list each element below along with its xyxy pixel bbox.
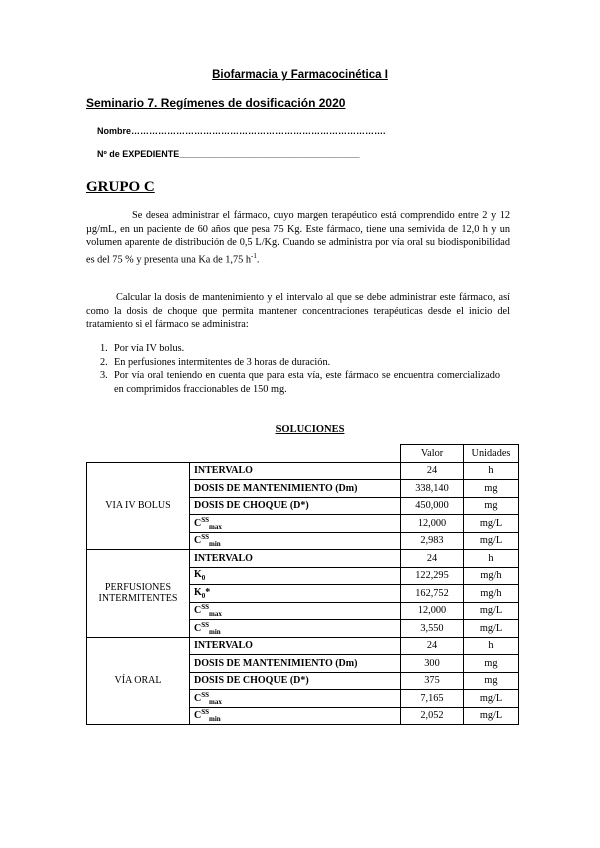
param-cell: INTERVALO	[190, 462, 401, 480]
question-text: Por vía IV bolus.	[114, 343, 185, 354]
unit-cell: h	[464, 462, 519, 480]
css-superscript: SS	[201, 620, 210, 629]
value-cell: 2,983	[401, 532, 464, 550]
question-text: En perfusiones intermitentes de 3 horas de duración.	[114, 356, 331, 368]
table-header-row	[87, 445, 519, 463]
table-row	[87, 462, 519, 480]
css-superscript: SS	[201, 690, 210, 699]
value-cell: 12,000	[401, 515, 464, 533]
question-item	[100, 356, 500, 370]
group-label-iv-bolus: VIA IV BOLUS	[87, 462, 190, 550]
unit-cell: mg/L	[464, 515, 519, 533]
css-base: C	[194, 692, 202, 704]
ka-unit-exponent: -1	[251, 251, 257, 260]
question-item	[100, 369, 500, 396]
unit-cell: mg	[464, 672, 519, 690]
unit-cell: h	[464, 637, 519, 655]
question-number: 3.	[100, 370, 108, 382]
value-cell: 122,295	[401, 567, 464, 585]
value-cell: 24	[401, 637, 464, 655]
param-cell: DOSIS DE CHOQUE (D*)	[190, 672, 401, 690]
unit-cell: h	[464, 550, 519, 568]
question-number: 2.	[100, 356, 108, 368]
solutions-table	[86, 444, 519, 725]
css-subscript: min	[209, 715, 221, 724]
problem-paragraph-2: Calcular la dosis de mantenimiento y el intervalo al que se debe administrar este fármaco, así como la dosis de choque que permita mantener concentraciones terapéuticas desde el inicio del tratamiento si el fármaco se administra:	[86, 292, 510, 331]
seminar-title: Seminario 7. Regímenes de dosificación 2020	[86, 96, 346, 110]
param-cell-css-min	[190, 707, 401, 725]
k0-suffix: *	[205, 586, 211, 598]
k0-subscript: 0	[201, 574, 206, 583]
unit-cell: mg	[464, 655, 519, 673]
table-row	[87, 550, 519, 568]
param-cell-css-max	[190, 515, 401, 533]
css-superscript: SS	[201, 533, 210, 542]
question-list	[100, 342, 500, 396]
unit-cell: mg/L	[464, 690, 519, 708]
css-base: C	[194, 710, 202, 722]
unit-cell: mg/L	[464, 620, 519, 638]
css-subscript: max	[209, 697, 222, 706]
question-item	[100, 342, 500, 356]
css-subscript: min	[209, 540, 221, 549]
css-superscript: SS	[201, 515, 210, 524]
param-cell: INTERVALO	[190, 637, 401, 655]
css-base: C	[194, 535, 202, 547]
k0-base: K	[194, 569, 202, 581]
unit-cell: mg	[464, 497, 519, 515]
css-superscript: SS	[201, 708, 210, 717]
param-cell: DOSIS DE MANTENIMIENTO (Dm)	[190, 655, 401, 673]
param-cell-k0	[190, 567, 401, 585]
param-cell-css-min	[190, 532, 401, 550]
problem-paragraph-1-text: Se desea administrar el fármaco, cuyo margen terapéutico está comprendido entre 2 y 12 µg/mL, en un paciente de 60 años que pesa 75 Kg. Este fármaco, tiene una semivida de 12,0 h y un volumen aparente de distribución de 0,5 L/Kg. Cuando se administra por vía oral su biodisponibilidad es del 75 % y presenta una Ka de 1,75 h	[86, 210, 510, 266]
value-cell: 375	[401, 672, 464, 690]
value-cell: 3,550	[401, 620, 464, 638]
param-cell: DOSIS DE CHOQUE (D*)	[190, 497, 401, 515]
group-label-perfusiones: PERFUSIONES INTERMITENTES	[87, 550, 190, 638]
value-cell: 7,165	[401, 690, 464, 708]
css-superscript: SS	[201, 603, 210, 612]
param-cell-k0-star	[190, 585, 401, 603]
value-cell: 12,000	[401, 602, 464, 620]
group-heading: GRUPO C	[86, 179, 155, 195]
css-base: C	[194, 605, 202, 617]
css-base: C	[194, 622, 202, 634]
question-text: Por vía oral teniendo en cuenta que para esta vía, este fármaco se encuentra comercializado en comprimidos fraccionables de 150 mg.	[114, 370, 500, 395]
param-cell-css-min	[190, 620, 401, 638]
value-cell: 338,140	[401, 480, 464, 498]
column-header-value: Valor	[401, 445, 464, 463]
name-field: Nombre………………………………………………………………………….	[97, 126, 386, 136]
unit-cell: mg/L	[464, 532, 519, 550]
unit-cell: mg	[464, 480, 519, 498]
css-subscript: min	[209, 627, 221, 636]
css-subscript: max	[209, 610, 222, 619]
param-cell-css-max	[190, 690, 401, 708]
expediente-field	[97, 149, 360, 159]
course-title: Biofarmacia y Farmacocinética I	[212, 69, 388, 81]
expediente-label: Nº de EXPEDIENTE	[97, 149, 180, 159]
table-row	[87, 637, 519, 655]
css-subscript: max	[209, 522, 222, 531]
problem-paragraph-1-end: .	[256, 254, 260, 266]
value-cell: 24	[401, 462, 464, 480]
param-cell: DOSIS DE MANTENIMIENTO (Dm)	[190, 480, 401, 498]
css-base: C	[194, 517, 202, 529]
param-cell-css-max	[190, 602, 401, 620]
header-blank	[87, 445, 190, 463]
k0-base: K	[194, 586, 202, 598]
value-cell: 450,000	[401, 497, 464, 515]
question-number: 1.	[100, 343, 108, 354]
value-cell: 24	[401, 550, 464, 568]
group-label-via-oral: VÍA ORAL	[87, 637, 190, 725]
value-cell: 162,752	[401, 585, 464, 603]
header-blank	[190, 445, 401, 463]
unit-cell: mg/h	[464, 567, 519, 585]
column-header-units: Unidades	[464, 445, 519, 463]
value-cell: 2,052	[401, 707, 464, 725]
param-cell: INTERVALO	[190, 550, 401, 568]
solutions-title: SOLUCIONES	[275, 424, 345, 435]
expediente-line: ____________________________________	[179, 149, 360, 159]
value-cell: 300	[401, 655, 464, 673]
unit-cell: mg/h	[464, 585, 519, 603]
k0-subscript: 0	[201, 591, 206, 600]
unit-cell: mg/L	[464, 707, 519, 725]
unit-cell: mg/L	[464, 602, 519, 620]
problem-paragraph-1	[86, 209, 510, 267]
